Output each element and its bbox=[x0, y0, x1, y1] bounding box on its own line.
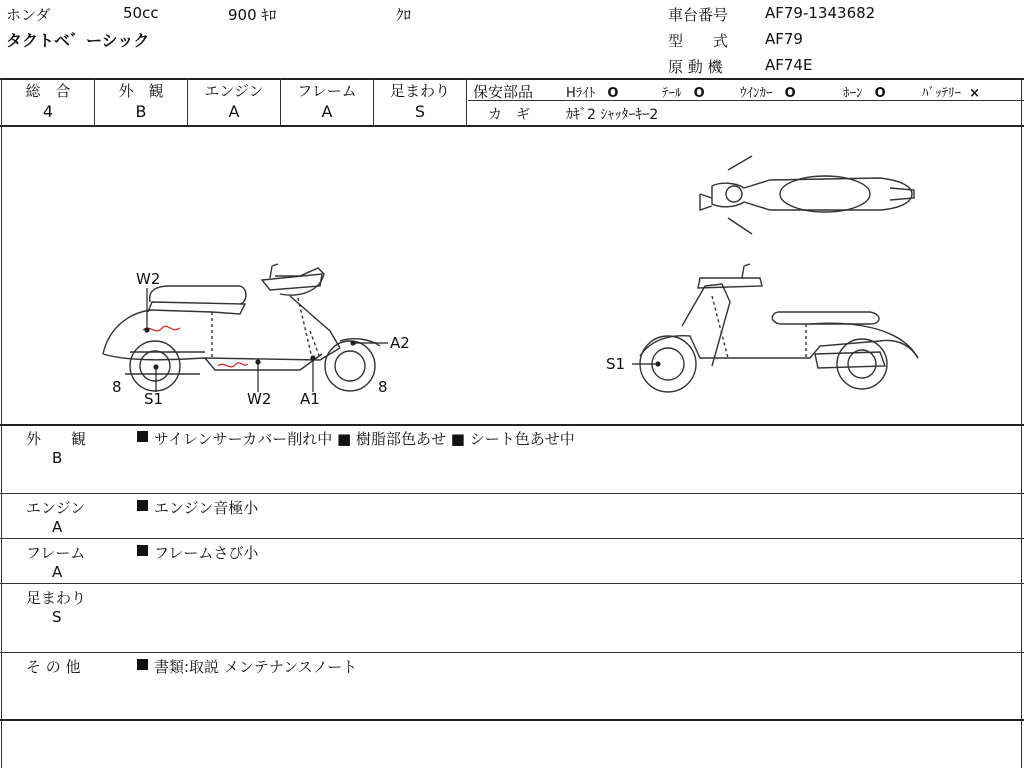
engine-label: 原 動 機 bbox=[668, 58, 723, 76]
detail-grade-frame: A bbox=[52, 563, 63, 581]
bullet-mark bbox=[137, 500, 148, 511]
details-divider bbox=[0, 538, 1024, 539]
safety-item-status: O bbox=[784, 86, 796, 101]
damage-marks bbox=[143, 326, 248, 367]
detail-grade-exterior: B bbox=[52, 449, 63, 467]
label-8-left: 8 bbox=[112, 378, 122, 396]
exterior-label: 外 観 bbox=[118, 82, 164, 100]
scooter-top-view bbox=[700, 156, 914, 234]
col-divider bbox=[466, 78, 467, 125]
label-8-right: 8 bbox=[378, 378, 388, 396]
detail-label-other: そ の 他 bbox=[26, 658, 81, 676]
detail-text: フレームさび小 bbox=[154, 544, 259, 562]
frame-grade: A bbox=[321, 102, 333, 121]
safety-item-status: × bbox=[969, 86, 981, 101]
detail-text-exterior bbox=[137, 428, 575, 449]
label-a1: A1 bbox=[300, 390, 320, 408]
frame-grade-label: フレーム bbox=[297, 82, 357, 100]
detail-label-exterior: 外 観 bbox=[26, 430, 87, 448]
detail-text-frame bbox=[137, 542, 258, 563]
safety-item-status: O bbox=[693, 86, 705, 101]
safety-item-status: O bbox=[874, 86, 886, 101]
safety-item-name: ﾎｰﾝ bbox=[843, 86, 863, 101]
frame-no-label: 車台番号 bbox=[668, 6, 729, 24]
suspension-grade: S bbox=[414, 102, 426, 121]
suspension-label: 足まわり bbox=[389, 82, 450, 100]
color: ｸﾛ bbox=[396, 6, 412, 24]
details-divider bbox=[0, 652, 1024, 653]
detail-grade-suspension: S bbox=[52, 608, 62, 626]
detail-grade-engine: A bbox=[52, 518, 63, 536]
exterior-grade: B bbox=[135, 102, 147, 121]
label-a2: A2 bbox=[390, 334, 410, 352]
label-s1: S1 bbox=[144, 390, 164, 408]
detail-text: エンジン音極小 bbox=[154, 499, 259, 517]
detail-label-frame: フレーム bbox=[26, 544, 86, 562]
detail-text: 書類:取説 メンテナンスノート bbox=[154, 658, 358, 676]
safety-item-name: Hﾗｲﾄ bbox=[566, 86, 596, 101]
detail-label-suspension: 足まわり bbox=[26, 589, 87, 607]
details-divider bbox=[0, 493, 1024, 494]
safety-item-name: ｳｲﾝｶｰ bbox=[740, 86, 773, 101]
engine-grade: A bbox=[228, 102, 240, 121]
frame-no: AF79-1343682 bbox=[765, 4, 876, 22]
details-bottom-border bbox=[0, 719, 1024, 721]
safety-item-status: O bbox=[607, 86, 619, 101]
engine-value: AF74E bbox=[765, 56, 813, 74]
scooter-right-view bbox=[640, 264, 918, 392]
safety-label: 保安部品 bbox=[473, 83, 534, 101]
bullet-mark bbox=[137, 431, 148, 442]
model-name: タクトベ゛ーシック bbox=[6, 31, 150, 50]
engine-grade-label: エンジン bbox=[204, 82, 264, 100]
mileage: 900 ｷﾛ bbox=[228, 6, 277, 24]
safety-item-horn bbox=[843, 82, 886, 101]
detail-text: サイレンサーカバー削れ中 ■ 樹脂部色あせ ■ シート色あせ中 bbox=[154, 430, 575, 448]
key-text: ｶｷﾞ2 ｼｬｯﾀｰｷｰ2 bbox=[566, 107, 659, 123]
label-s1-right: S1 bbox=[606, 355, 626, 373]
safety-item-tail bbox=[662, 82, 705, 101]
safety-item-name: ﾃｰﾙ bbox=[662, 86, 682, 101]
safety-item-name: ﾊﾞｯﾃﾘｰ bbox=[922, 86, 961, 101]
overall-label: 総 合 bbox=[25, 82, 71, 100]
bullet-mark bbox=[137, 545, 148, 556]
type-label: 型 式 bbox=[668, 32, 729, 50]
safety-item-winker bbox=[740, 82, 796, 101]
detail-text-other bbox=[137, 656, 357, 677]
label-w2-bottom: W2 bbox=[247, 390, 272, 408]
type-value: AF79 bbox=[765, 30, 803, 48]
label-w2-top: W2 bbox=[136, 270, 161, 288]
overall-grade: 4 bbox=[42, 102, 54, 121]
details-divider bbox=[0, 583, 1024, 584]
details-top-border bbox=[0, 424, 1024, 426]
bullet-mark bbox=[137, 659, 148, 670]
maker: ホンダ bbox=[6, 6, 51, 24]
displacement: 50cc bbox=[123, 4, 159, 22]
safety-item-battery bbox=[922, 82, 980, 101]
detail-text-engine bbox=[137, 497, 258, 518]
detail-label-engine: エンジン bbox=[26, 499, 86, 517]
key-label: カ ギ bbox=[488, 107, 530, 123]
safety-item-headlight bbox=[566, 82, 618, 101]
